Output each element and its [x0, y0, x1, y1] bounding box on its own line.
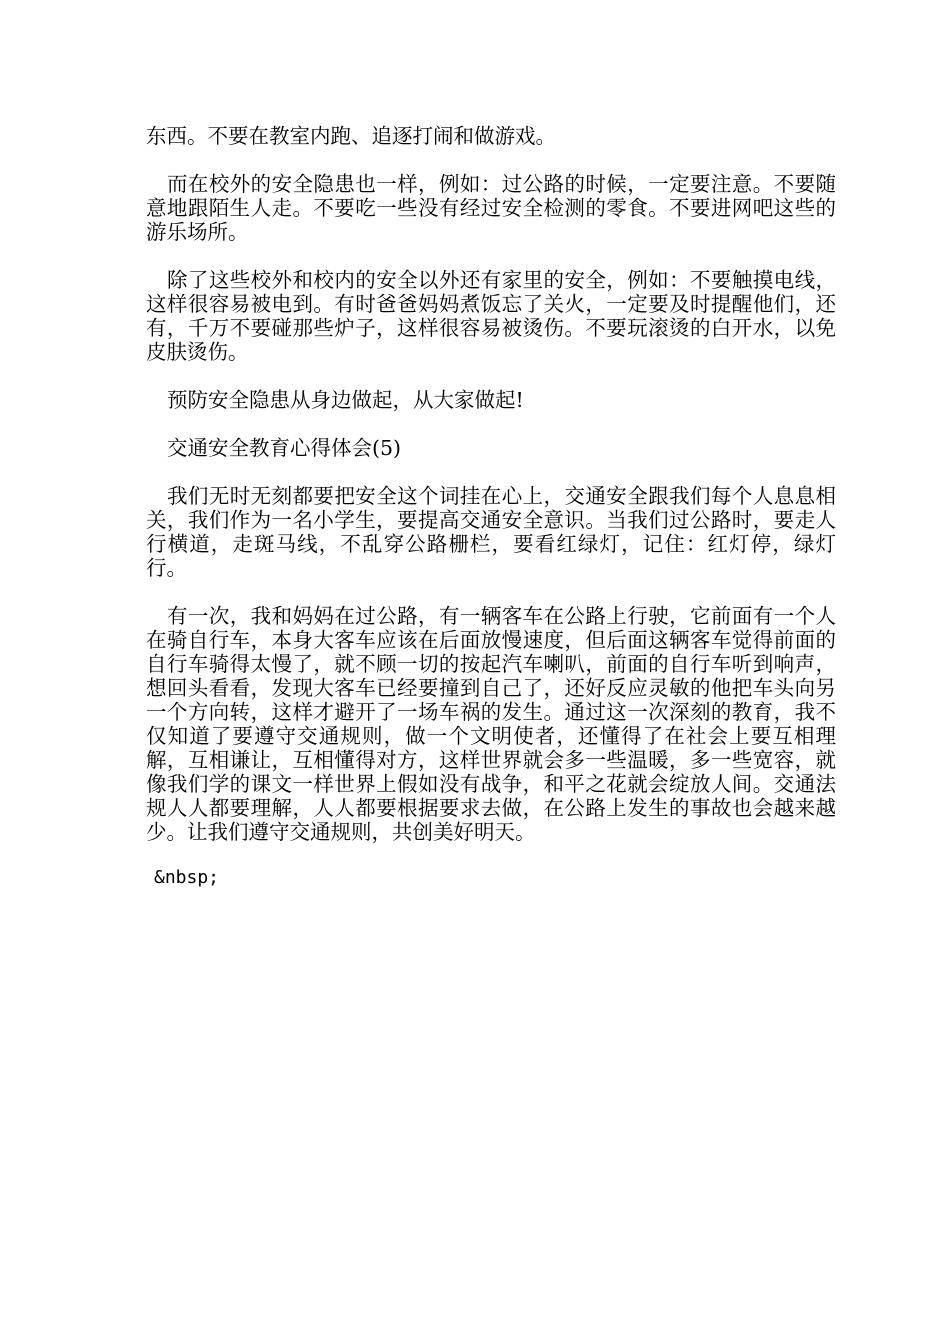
- paragraph-continuation: 东西。不要在教室内跑、追逐打闹和做游戏。: [146, 124, 556, 148]
- paragraph-outside-school-safety: 而在校外的安全隐患也一样，例如：过公路的时候，一定要注意。不要随意地跟陌生人走。不要吃一些没有经过安全检测的零食。不要进网吧这些的游乐场所。: [146, 172, 836, 244]
- paragraph-story: 有一次，我和妈妈在过公路，有一辆客车在公路上行驶，它前面有一个人在骑自行车，本身大客车应该在后面放慢速度，但后面这辆客车觉得前面的自行车骑得太慢了，就不顾一切的按起汽车喇叭，前面的自行车听到响声，想回头看看，发现大客车已经要撞到自己了，还好反应灵敏的他把车头向另一个方向转，这样才避开了一场车祸的发生。通过这一次深刻的教育，我不仅知道了要遵守交通规则，做一个文明使者，还懂得了在社会上要互相理解，互相谦让，互相懂得对方，这样世界就会多一些温暖，多一些宽容，就像我们学的课文一样世界上假如没有战争，和平之花就会绽放人间。交通法规人人都要理解，人人都要根据要求去做，在公路上发生的事故也会越来越少。让我们遵守交通规则，共创美好明天。: [146, 604, 836, 844]
- paragraph-home-safety: 除了这些校外和校内的安全以外还有家里的安全，例如：不要触摸电线，这样很容易被电到。有时爸爸妈妈煮饭忘了关火，一定要及时提醒他们，还有，千万不要碰那些炉子，这样很容易被烫伤。不要玩滚烫的白开水，以免皮肤烫伤。: [146, 268, 836, 364]
- section-heading: 交通安全教育心得体会(5): [167, 436, 402, 460]
- document-body: [146, 124, 836, 890]
- paragraph-traffic-awareness: 我们无时无刻都要把安全这个词挂在心上，交通安全跟我们每个人息息相关，我们作为一名小学生，要提高交通安全意识。当我们过公路时，要走人行横道，走斑马线，不乱穿公路栅栏，要看红绿灯，记住：红灯停，绿灯行。: [146, 484, 836, 580]
- trailing-entity-text: &nbsp;: [154, 867, 220, 888]
- paragraph-prevention-slogan: 预防安全隐患从身边做起，从大家做起!: [167, 388, 524, 412]
